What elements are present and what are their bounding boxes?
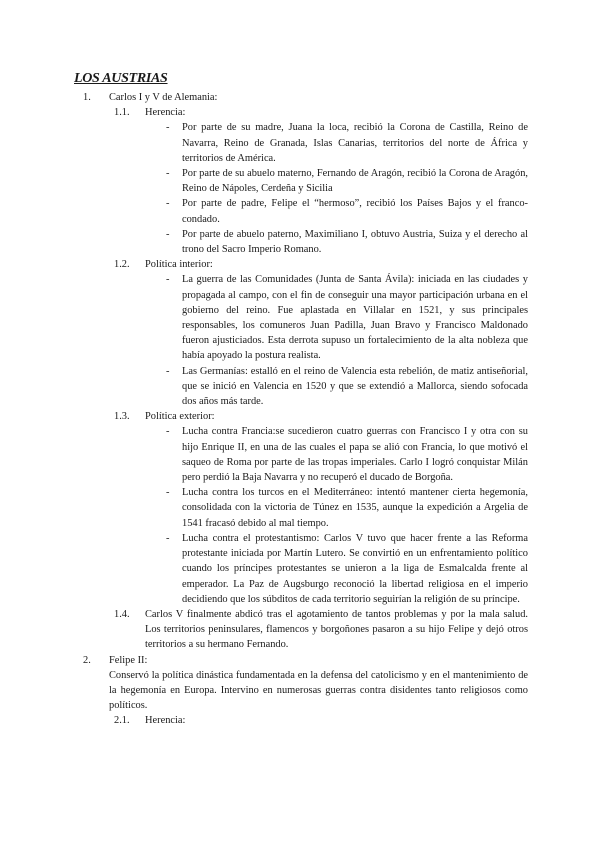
bullet-dash: - <box>166 228 170 240</box>
bullet-text: Lucha contra Francia:se sucedieron cuatro guerras con Francisco I y otra con su hijo Enrique II, en una de las cuales el papa se alió con Francia, lo que motivó el saqueo de Roma por parte de las tropas imperiales. Carlo I logró conquistar Milán pero perdió la Baja Navarra y no recuperó el ducado de Borgoña. <box>182 426 528 484</box>
bullet-text: Lucha contra el protestantismo: Carlos V tuvo que hacer frente a las Reforma protestante iniciada por Martín Lutero. Se convirtió en un enfrentamiento político cuando los príncipes protestantes se unieron a la liga de Esmalcalda frente al emperador. La Paz de Augsburgo reconoció la libertad religiosa en el imperio decidiendo que los súbditos de cada territorio seguirían la religión de su príncipe. <box>182 532 528 605</box>
list-item <box>166 227 528 257</box>
bullet-dash: - <box>166 532 170 544</box>
subsection-number: 1.3. <box>114 411 130 423</box>
subsection-number: 2.1. <box>114 715 130 727</box>
list-item <box>166 485 528 531</box>
bullet-dash: - <box>166 168 170 180</box>
bullet-text: Por parte de su abuelo materno, Fernando de Aragón, recibió la Corona de Aragón, Reino de Nápoles, Cerdeña y Sicilia <box>182 168 528 195</box>
list-item <box>166 364 528 410</box>
section-2 <box>0 653 600 668</box>
subsection-number: 1.1. <box>114 107 130 119</box>
bullet-dash: - <box>166 426 170 438</box>
bullet-dash: - <box>166 274 170 286</box>
bullet-dash: - <box>166 122 170 134</box>
list-item <box>166 196 528 226</box>
bullet-text: Por parte de su madre, Juana la loca, recibió la Corona de Castilla, Reino de Navarra, Reino de Granada, Islas Canarias, territorios del norte de África y territorios de América. <box>182 122 528 164</box>
subsection-2-1 <box>0 713 600 728</box>
subsection-1-4 <box>0 607 600 653</box>
subsection-heading: Herencia: <box>145 715 186 727</box>
bullet-text: Lucha contra los turcos en el Mediterráneo: intentó mantener cierta hegemonía, consolidada con la victoria de Túnez en 1535, aunque la expedición a Argelia de 1541 fracasó debido al mal tiempo. <box>182 487 528 529</box>
section-paragraph: Conservó la política dinástica fundamentada en la defensa del catolicismo y en el mantenimiento de la hegemonía en Europa. Intervino en numerosas guerras contra disidentes tanto religiosos como políticos. <box>109 669 528 712</box>
bullet-dash: - <box>166 365 170 377</box>
list-item <box>166 120 528 166</box>
subsection-number: 1.2. <box>114 259 130 271</box>
subsection-text: Carlos V finalmente abdicó tras el agotamiento de tantos problemas y por la mala salud. Los territorios peninsulares, flamencos y borgoñones pasaron a su hijo Felipe y dejó otros territorios a su hermano Fernando. <box>145 608 528 651</box>
list-item <box>166 531 528 607</box>
bullet-text: Las Germanías: estalló en el reino de Valencia esta rebelión, de matiz antiseñorial, que se inició en Valencia en 1520 y que se extendió a Mallorca, siendo sofocada dos años más tarde. <box>182 365 528 408</box>
section-number: 2. <box>83 654 91 666</box>
section-number: 1. <box>83 92 91 103</box>
list-item <box>166 424 528 485</box>
bullet-text: Por parte de padre, Felipe el “hermoso”, recibió los Países Bajos y el franco-condado. <box>182 198 528 225</box>
subsection-1-2 <box>0 257 600 272</box>
document-title: LOS AUSTRIAS <box>74 71 168 86</box>
subsection-1-3 <box>0 409 600 424</box>
list-item <box>166 272 528 363</box>
subsection-heading: Herencia: <box>145 107 186 119</box>
subsection-1-1 <box>0 105 600 120</box>
bullet-dash: - <box>166 198 170 210</box>
section-1 <box>0 90 600 105</box>
section-heading: Felipe II: <box>109 654 148 666</box>
section-heading: Carlos I y V de Alemania: <box>109 92 218 103</box>
bullet-text: Por parte de abuelo paterno, Maximiliano I, obtuvo Austria, Suiza y el derecho al trono del Sacro Imperio Romano. <box>182 228 528 256</box>
subsection-heading: Política interior: <box>145 259 213 271</box>
bullet-text: La guerra de las Comunidades (Junta de Santa Ávila): iniciada en las ciudades y propagada al campo, con el fin de conseguir una mayor participación urbana en el gobierno del reino. Fue aplastada en Villalar en 1521, y sus principales responsables, los comuneros Juan Padilla, Juan Bravo y Francisco Maldonado fueron ajusticiados. Esta derrota supuso un fortalecimiento de la alta nobleza que había apoyado la postura realista. <box>182 274 528 362</box>
document-body <box>0 90 600 729</box>
subsection-heading: Política exterior: <box>145 411 215 423</box>
bullet-dash: - <box>166 487 170 499</box>
list-item <box>166 166 528 196</box>
subsection-number: 1.4. <box>114 608 130 620</box>
